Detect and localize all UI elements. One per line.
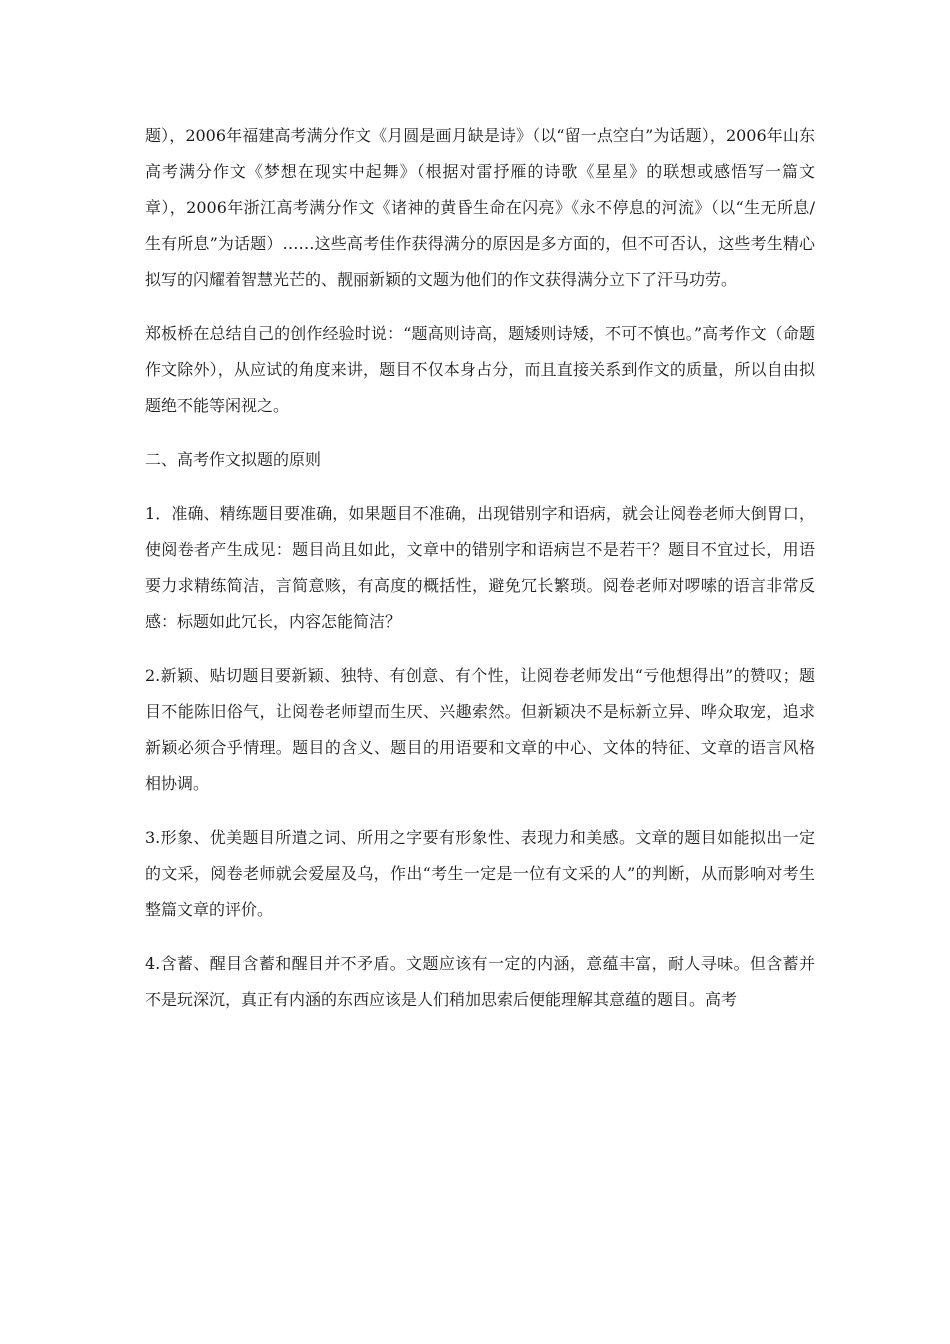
document-body [145, 118, 815, 1036]
principle-paragraph-2: 2.新颖、贴切题目要新颖、独特、有创意、有个性，让阅卷老师发出“亏他想得出”的赞叹；题目不能陈旧俗气，让阅卷老师望而生厌、兴趣索然。但新颖决不是标新立异、哗众取宠，追求新颖必须合乎情理。题目的含义、题目的用语要和文章的中心、文体的特征、文章的语言风格相协调。 [145, 666, 815, 793]
principle-paragraph-3: 3.形象、优美题目所遣之词、所用之字要有形象性、表现力和美感。文章的题目如能拟出一定的文采，阅卷老师就会爱屋及乌，作出“考生一定是一位有文采的人”的判断，从而影响对考生整篇文章的评价。 [145, 828, 815, 919]
principle-paragraph-1: 1．准确、精练题目要准确，如果题目不准确，出现错别字和语病，就会让阅卷老师大倒胃口，使阅卷者产生成见：题目尚且如此，文章中的错别字和语病岂不是若干？题目不宜过长，用语要力求精练简洁，言简意赅，有高度的概括性，避免冗长繁琐。阅卷老师对啰嗦的语言非常反感：标题如此冗长，内容怎能简洁？ [145, 504, 815, 631]
body-paragraph-2: 郑板桥在总结自己的创作经验时说：“题高则诗高，题矮则诗矮，不可不慎也。”高考作文（命题作文除外），从应试的角度来讲，题目不仅本身占分，而且直接关系到作文的质量，所以自由拟题绝不能等闲视之。 [145, 324, 815, 415]
body-paragraph-1: 题），2006年福建高考满分作文《月圆是画月缺是诗》（以“留一点空白”为话题），2006年山东高考满分作文《梦想在现实中起舞》（根据对雷抒雁的诗歌《星星》的联想或感悟写一篇文章），2006年浙江高考满分作文《诸神的黄昏生命在闪亮》《永不停息的河流》（以“生无所息/生有所息”为话题）……这些高考佳作获得满分的原因是多方面的，但不可否认，这些考生精心拟写的闪耀着智慧光芒的、靓丽新颖的文题为他们的作文获得满分立下了汗马功劳。 [145, 126, 815, 289]
section-heading: 二、高考作文拟题的原则 [145, 450, 322, 469]
principle-paragraph-4: 4.含蓄、醒目含蓄和醒目并不矛盾。文题应该有一定的内涵，意蕴丰富，耐人寻味。但含蓄并不是玩深沉，真正有内涵的东西应该是人们稍加思索后便能理解其意蕴的题目。高考 [145, 954, 815, 1009]
